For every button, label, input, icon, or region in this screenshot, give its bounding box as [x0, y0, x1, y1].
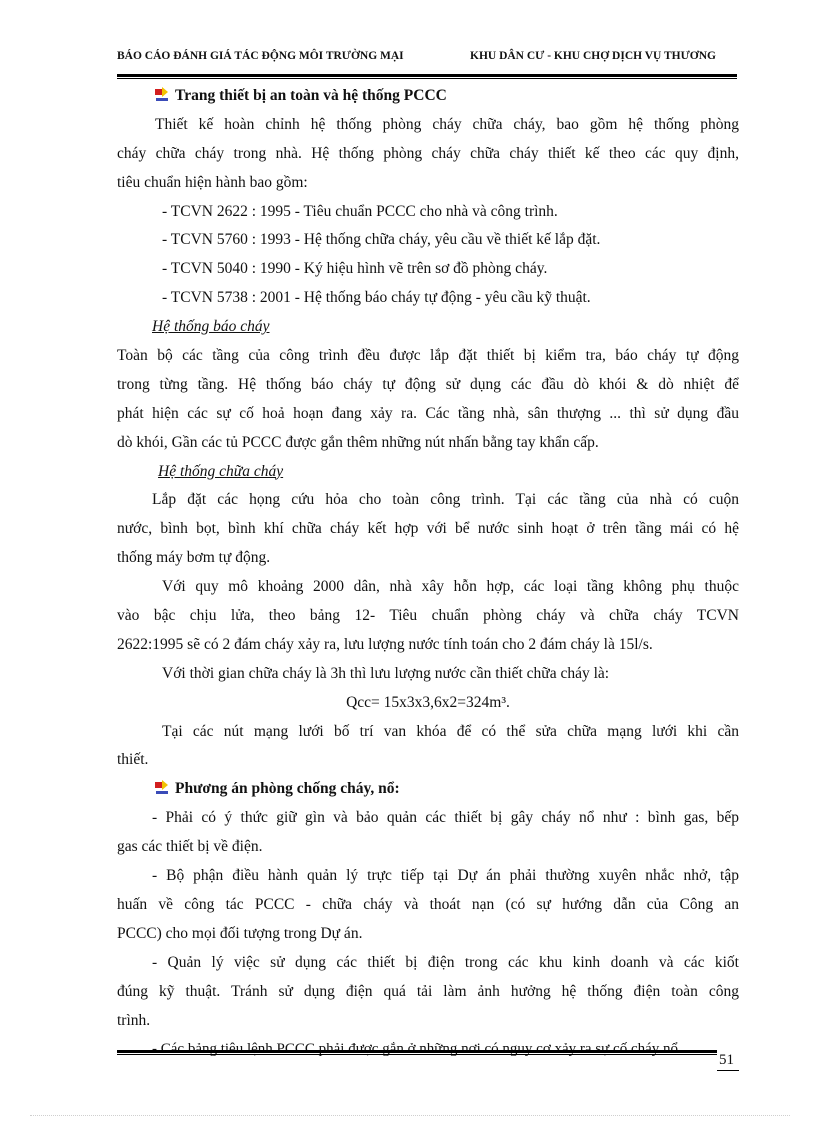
paragraph-line: Lắp đặt các họng cứu hỏa cho toàn công trình. Tại các tầng của nhà có cuộn [152, 491, 739, 509]
bullet-arrow-icon [155, 87, 169, 101]
header-rule [117, 74, 737, 77]
list-item-line: huấn về công tác PCCC - chữa cháy và thoát nạn (có sự hướng dẫn của Công an [117, 895, 739, 913]
paragraph-line: tiêu chuẩn hiện hành bao gồm: [117, 173, 308, 191]
standard-item: - TCVN 2622 : 1995 - Tiêu chuẩn PCCC cho nhà và công trình. [162, 202, 558, 220]
standard-item: - TCVN 5040 : 1990 - Ký hiệu hình vẽ trên sơ đồ phòng cháy. [162, 260, 548, 278]
standard-item: - TCVN 5760 : 1993 - Hệ thống chữa cháy, yêu cầu về thiết kế lắp đặt. [162, 231, 601, 249]
paragraph-line: Với quy mô khoảng 2000 dân, nhà xây hỗn hợp, các loại tầng không phụ thuộc [162, 578, 739, 596]
section-title: Trang thiết bị an toàn và hệ thống PCCC [175, 87, 447, 104]
section-heading [117, 775, 739, 804]
paragraph-line: nước, bình bọt, bình khí chữa cháy kết hợp với bể nước sinh hoạt ở trên tầng mái có hệ [117, 520, 739, 538]
list-item-line: đúng kỹ thuật. Tránh sử dụng điện quá tải làm ảnh hưởng hệ thống điện toàn công [117, 982, 739, 1000]
list-item-line: - Quản lý việc sử dụng các thiết bị điện trong các khu kinh doanh và các kiốt [152, 953, 739, 971]
subsection-heading [117, 458, 739, 487]
paragraph-line: Toàn bộ các tầng của công trình đều được lắp đặt thiết bị kiểm tra, báo cháy tự động [117, 347, 739, 365]
footer-rule [117, 1050, 717, 1053]
bullet-arrow-icon [155, 780, 169, 794]
section-heading [117, 82, 739, 111]
page-bottom-border [30, 1115, 790, 1116]
paragraph-line: thiết. [117, 751, 149, 769]
header-right-title: KHU DÂN CƯ - KHU CHỢ DỊCH VỤ THƯƠNG [470, 50, 716, 62]
list-item-line: gas các thiết bị về điện. [117, 838, 263, 856]
list-item-line: PCCC) cho mọi đối tượng trong Dự án. [117, 924, 363, 942]
paragraph-line: thống máy bơm tự động. [117, 549, 271, 567]
paragraph-line: Tại các nút mạng lưới bố trí van khóa để có thể sửa chữa mạng lưới khi cần [162, 722, 739, 740]
paragraph-line: phát hiện các sự cố hoả hoạn đang xảy ra. Các tầng nhà, sân thượng ... thì sử dụng đầu [117, 404, 739, 422]
footer-rule-thin [117, 1054, 717, 1055]
page-number-rule [717, 1070, 739, 1071]
header-rule-thin [117, 78, 737, 79]
list-item-line: - Bộ phận điều hành quản lý trực tiếp tại Dự án phải thường xuyên nhắc nhở, tập [152, 867, 739, 885]
document-body [117, 82, 739, 1064]
paragraph-line: dò khói, Gần các tủ PCCC được gắn thêm những nút nhấn bằng tay khẩn cấp. [117, 433, 599, 451]
page-number: 51 [719, 1052, 734, 1068]
list-item-line: trình. [117, 1011, 151, 1029]
list-item-line: - Phải có ý thức giữ gìn và bảo quản các thiết bị gây cháy nổ như : bình gas, bếp [152, 809, 739, 827]
subsection-title: Hệ thống chữa cháy [158, 462, 284, 480]
section-title: Phương án phòng chống cháy, nổ: [175, 780, 400, 798]
subsection-heading [117, 313, 739, 342]
subsection-title: Hệ thống báo cháy [152, 318, 270, 336]
paragraph-line: Thiết kế hoàn chỉnh hệ thống phòng cháy chữa cháy, bao gồm hệ thống phòng [155, 115, 739, 133]
standard-item: - TCVN 5738 : 2001 - Hệ thống báo cháy tự động - yêu cầu kỹ thuật. [162, 289, 591, 307]
paragraph-line: cháy chữa cháy trong nhà. Hệ thống phòng cháy chữa cháy thiết kế theo các quy định, [117, 144, 739, 162]
paragraph-line: 2622:1995 sẽ có 2 đám cháy xảy ra, lưu lượng nước tính toán cho 2 đám cháy là 15l/s. [117, 635, 653, 653]
header-left-title: BÁO CÁO ĐÁNH GIÁ TÁC ĐỘNG MÔI TRƯỜNG MẠI [117, 50, 404, 62]
paragraph-line: vào bậc chịu lửa, theo bảng 12- Tiêu chuẩn phòng cháy và chữa cháy TCVN [117, 607, 739, 625]
formula: Qcc= 15x3x3,6x2=324m³. [346, 693, 510, 711]
paragraph-line: Với thời gian chữa cháy là 3h thì lưu lượng nước cần thiết chữa cháy là: [162, 664, 610, 682]
paragraph-line: trong từng tầng. Hệ thống báo cháy tự động sử dụng các đầu dò khói & dò nhiệt để [117, 375, 739, 393]
